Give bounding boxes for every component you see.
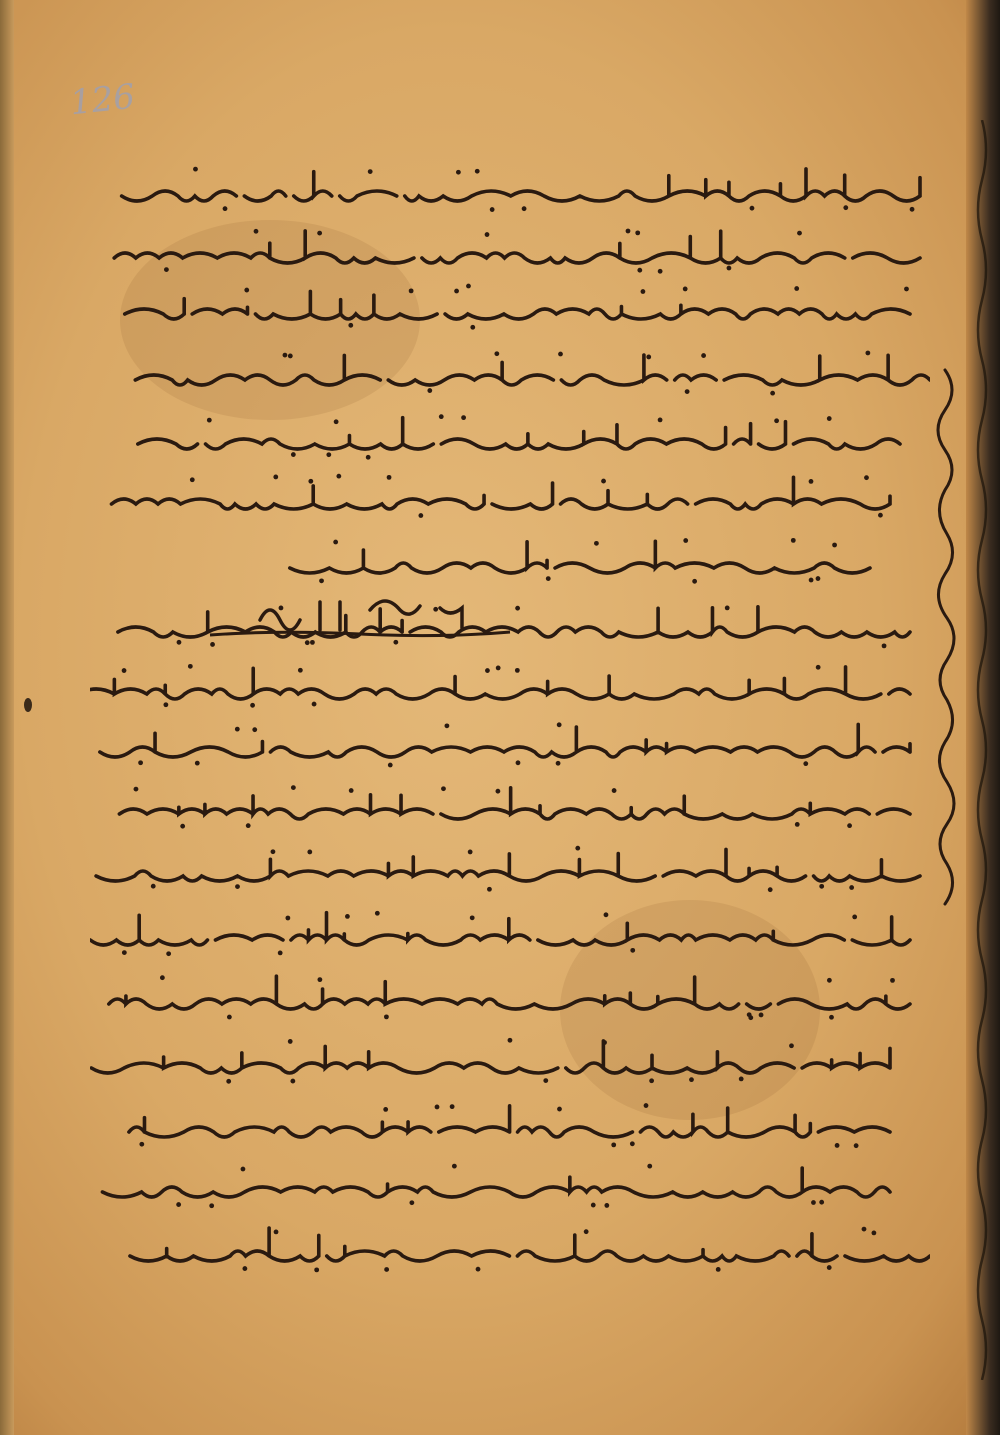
- handwritten-script: [90, 1030, 930, 1086]
- text-line: [90, 656, 930, 712]
- handwritten-script: [90, 776, 930, 832]
- handwritten-script: [90, 714, 930, 770]
- text-line: [90, 342, 930, 398]
- binding-hole: [24, 698, 32, 712]
- text-line: [90, 966, 930, 1022]
- handwritten-script: [90, 902, 930, 958]
- page-left-edge: [0, 0, 14, 1435]
- handwritten-script: [90, 530, 930, 586]
- chapter-heading: [200, 590, 520, 650]
- text-line: [90, 838, 930, 894]
- text-line: [90, 776, 930, 832]
- handwritten-script: [90, 342, 930, 398]
- handwritten-script: [90, 838, 930, 894]
- text-line: [90, 530, 930, 586]
- text-line: [90, 1154, 930, 1210]
- handwritten-script: [90, 966, 930, 1022]
- handwritten-script: [90, 1094, 930, 1150]
- text-line: [90, 158, 930, 214]
- main-text-block: [90, 158, 930, 1348]
- text-line: [90, 902, 930, 958]
- text-line: [90, 276, 930, 332]
- text-line: [90, 714, 930, 770]
- text-line: [90, 1030, 930, 1086]
- handwritten-script: [90, 656, 930, 712]
- text-line: [90, 1094, 930, 1150]
- text-line: [90, 1218, 930, 1274]
- margin-annotation: [925, 360, 967, 920]
- text-line: [90, 220, 930, 276]
- handwritten-script: [90, 1218, 930, 1274]
- handwritten-script: [90, 466, 930, 522]
- text-line: [90, 406, 930, 462]
- folio-number: 126: [68, 76, 137, 124]
- handwritten-script: [90, 158, 930, 214]
- text-line: [90, 466, 930, 522]
- handwritten-script: [90, 406, 930, 462]
- handwritten-script: [90, 276, 930, 332]
- handwritten-script: [90, 1154, 930, 1210]
- handwritten-script: [90, 220, 930, 276]
- adjacent-page-text: [968, 120, 996, 1380]
